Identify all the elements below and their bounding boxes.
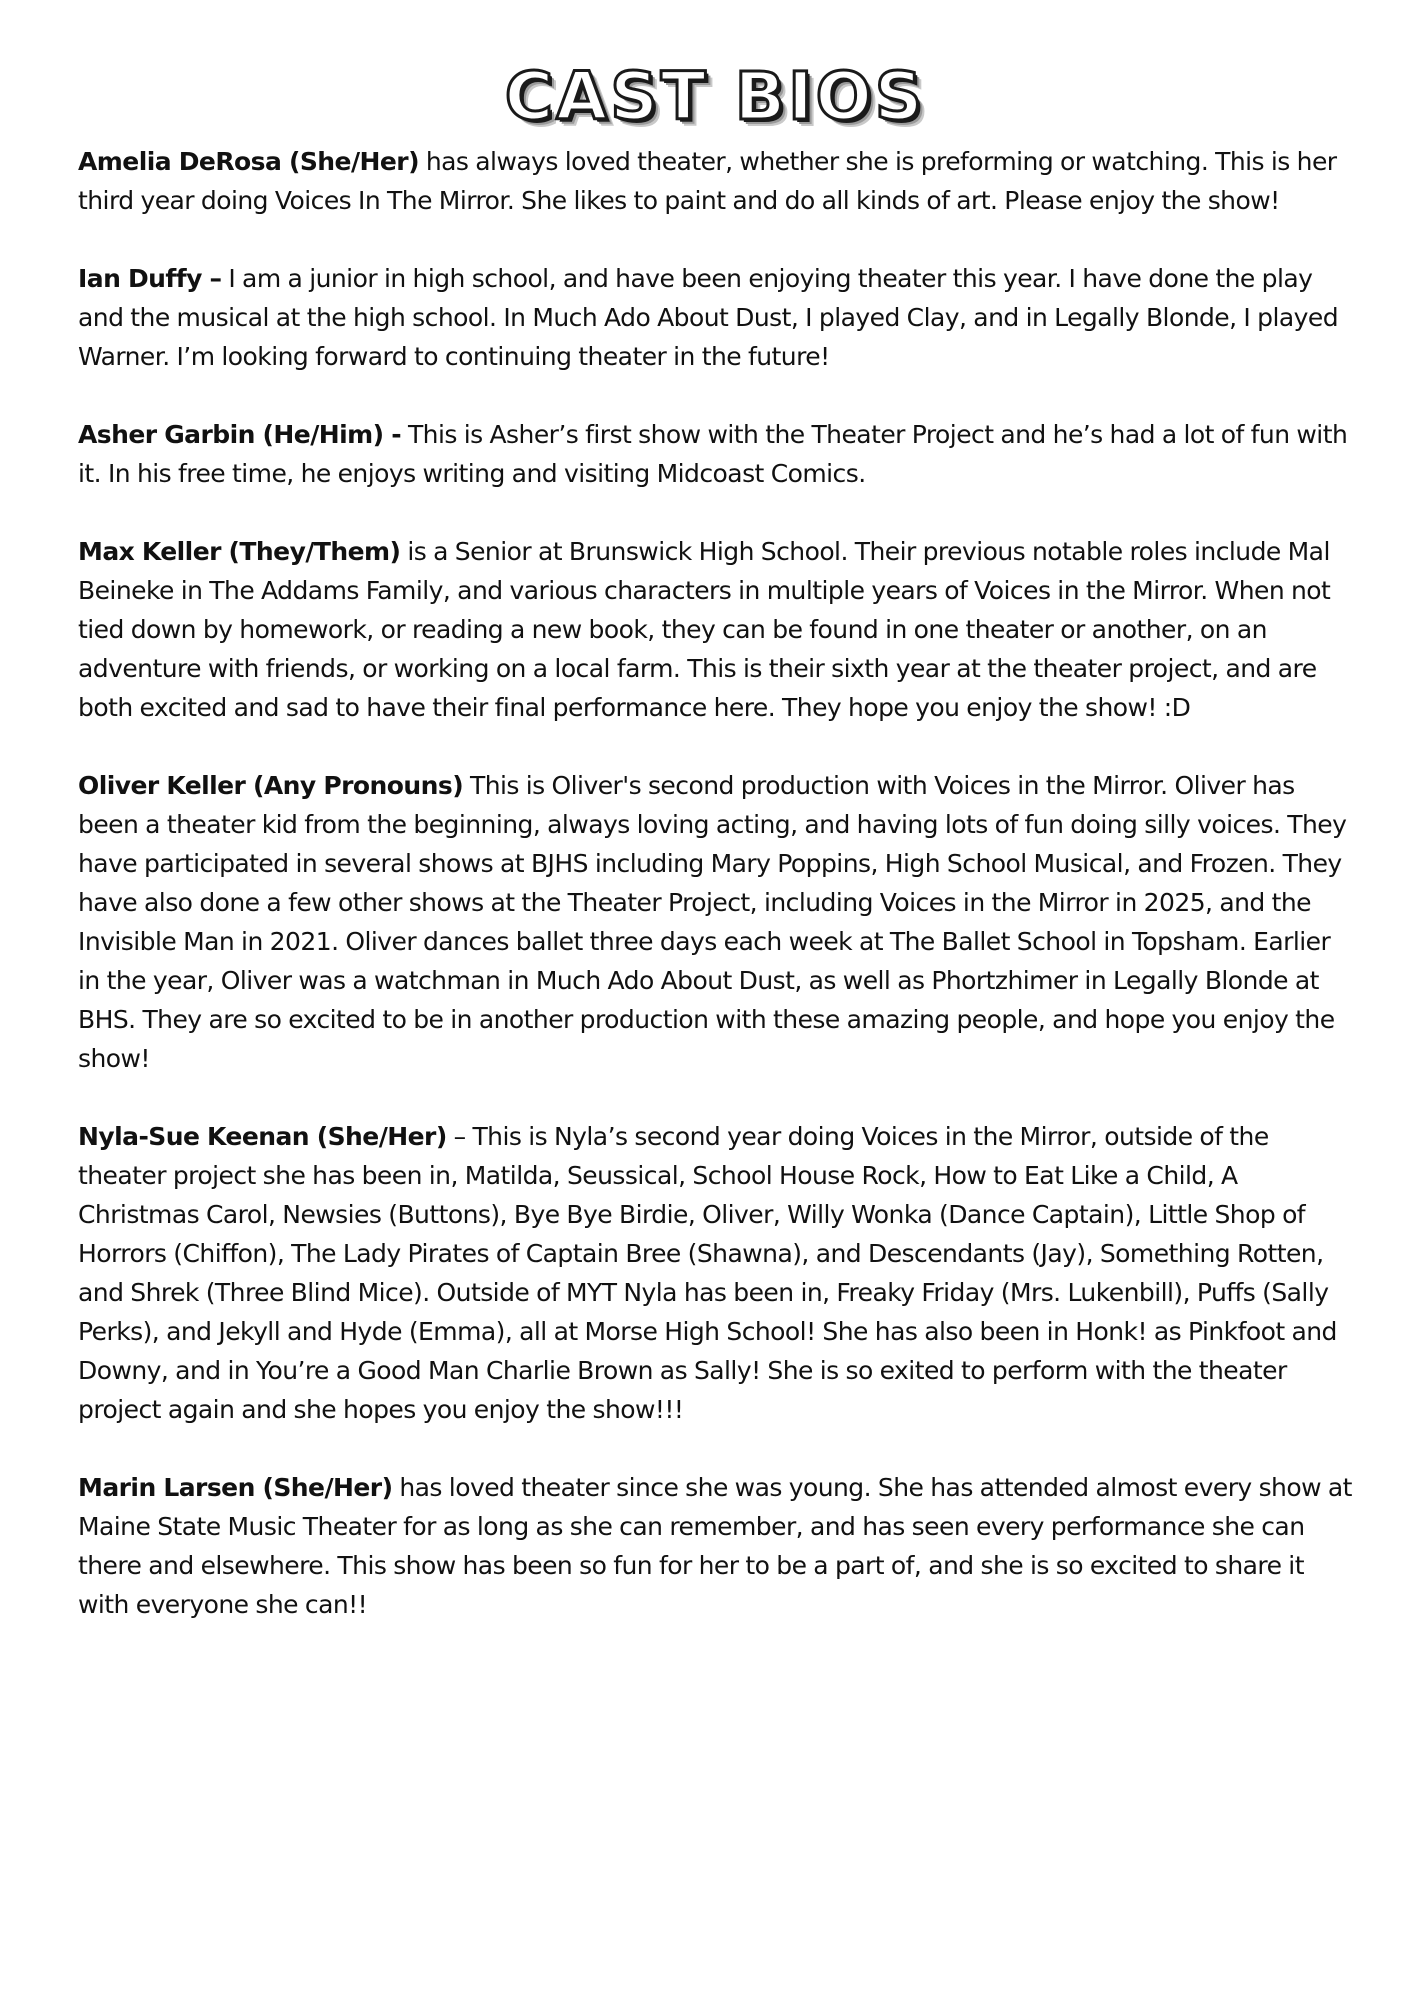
bio-name: Amelia DeRosa (She/Her)	[78, 147, 419, 176]
bio-max-keller	[78, 532, 1352, 727]
bio-asher-garbin	[78, 415, 1352, 493]
bio-name: Max Keller (They/Them)	[78, 537, 401, 566]
bio-amelia-derosa	[78, 142, 1352, 220]
bio-name: Ian Duffy –	[78, 264, 222, 293]
bio-text: This is Oliver's second production with Voices in the Mirror. Oliver has been a theater kid from the beginning, always loving acting, and having lots of fun doing silly voices. They have participated in several shows at BJHS including Mary Poppins, High School Musical, and Frozen. They have also done a few other shows at the Theater Project, including Voices in the Mirror in 2025, and the Invisible Man in 2021. Oliver dances ballet three days each week at The Ballet School in Topsham. Earlier in the year, Oliver was a watchman in Much Ado About Dust, as well as Phortzhimer in Legally Blonde at BHS. They are so excited to be in another production with these amazing people, and hope you enjoy the show!	[78, 771, 1347, 1073]
bio-text: has always loved theater, whether she is preforming or watching. This is her third year doing Voices In The Mirror. She likes to paint and do all kinds of art. Please enjoy the show!	[78, 147, 1337, 215]
bio-ian-duffy	[78, 259, 1352, 376]
bio-text: has loved theater since she was young. She has attended almost every show at Maine State Music Theater for as long as she can remember, and has seen every performance she can there and elsewhere. This show has been so fun for her to be a part of, and she is so excited to share it with everyone she can!!	[78, 1473, 1352, 1619]
bio-name: Asher Garbin (He/Him) -	[78, 420, 402, 449]
bio-text: This is Asher’s first show with the Theater Project and he’s had a lot of fun with it. In his free time, he enjoys writing and visiting Midcoast Comics.	[78, 420, 1348, 488]
bio-oliver-keller	[78, 766, 1352, 1078]
cast-bios-list	[78, 142, 1352, 1624]
bio-name: Oliver Keller (Any Pronouns)	[78, 771, 464, 800]
bio-text: – This is Nyla’s second year doing Voices in the Mirror, outside of the theater project she has been in, Matilda, Seussical, School House Rock, How to Eat Like a Child, A Christmas Carol, Newsies (Buttons), Bye Bye Birdie, Oliver, Willy Wonka (Dance Captain), Little Shop of Horrors (Chiffon), The Lady Pirates of Captain Bree (Shawna), and Descendants (Jay), Something Rotten, and Shrek (Three Blind Mice). Outside of MYT Nyla has been in, Freaky Friday (Mrs. Lukenbill), Puffs (Sally Perks), and Jekyll and Hyde (Emma), all at Morse High School! She has also been in Honk! as Pinkfoot and Downy, and in You’re a Good Man Charlie Brown as Sally! She is so exited to perform with the theater project again and she hopes you enjoy the show!!!	[78, 1122, 1337, 1424]
bio-nyla-sue-keenan	[78, 1117, 1352, 1429]
bio-marin-larsen	[78, 1468, 1352, 1624]
page-title: CAST BIOS	[504, 58, 926, 135]
bio-text: is a Senior at Brunswick High School. Their previous notable roles include Mal Beineke in The Addams Family, and various characters in multiple years of Voices in the Mirror. When not tied down by homework, or reading a new book, they can be found in one theater or another, on an adventure with friends, or working on a local farm. This is their sixth year at the theater project, and are both excited and sad to have their final performance here. They hope you enjoy the show! :D	[78, 537, 1331, 722]
bio-name: Marin Larsen (She/Her)	[78, 1473, 393, 1502]
bio-text: I am a junior in high school, and have been enjoying theater this year. I have done the play and the musical at the high school. In Much Ado About Dust, I played Clay, and in Legally Blonde, I played Warner. I’m looking forward to continuing theater in the future!	[78, 264, 1339, 371]
bio-name: Nyla-Sue Keenan (She/Her)	[78, 1122, 447, 1151]
